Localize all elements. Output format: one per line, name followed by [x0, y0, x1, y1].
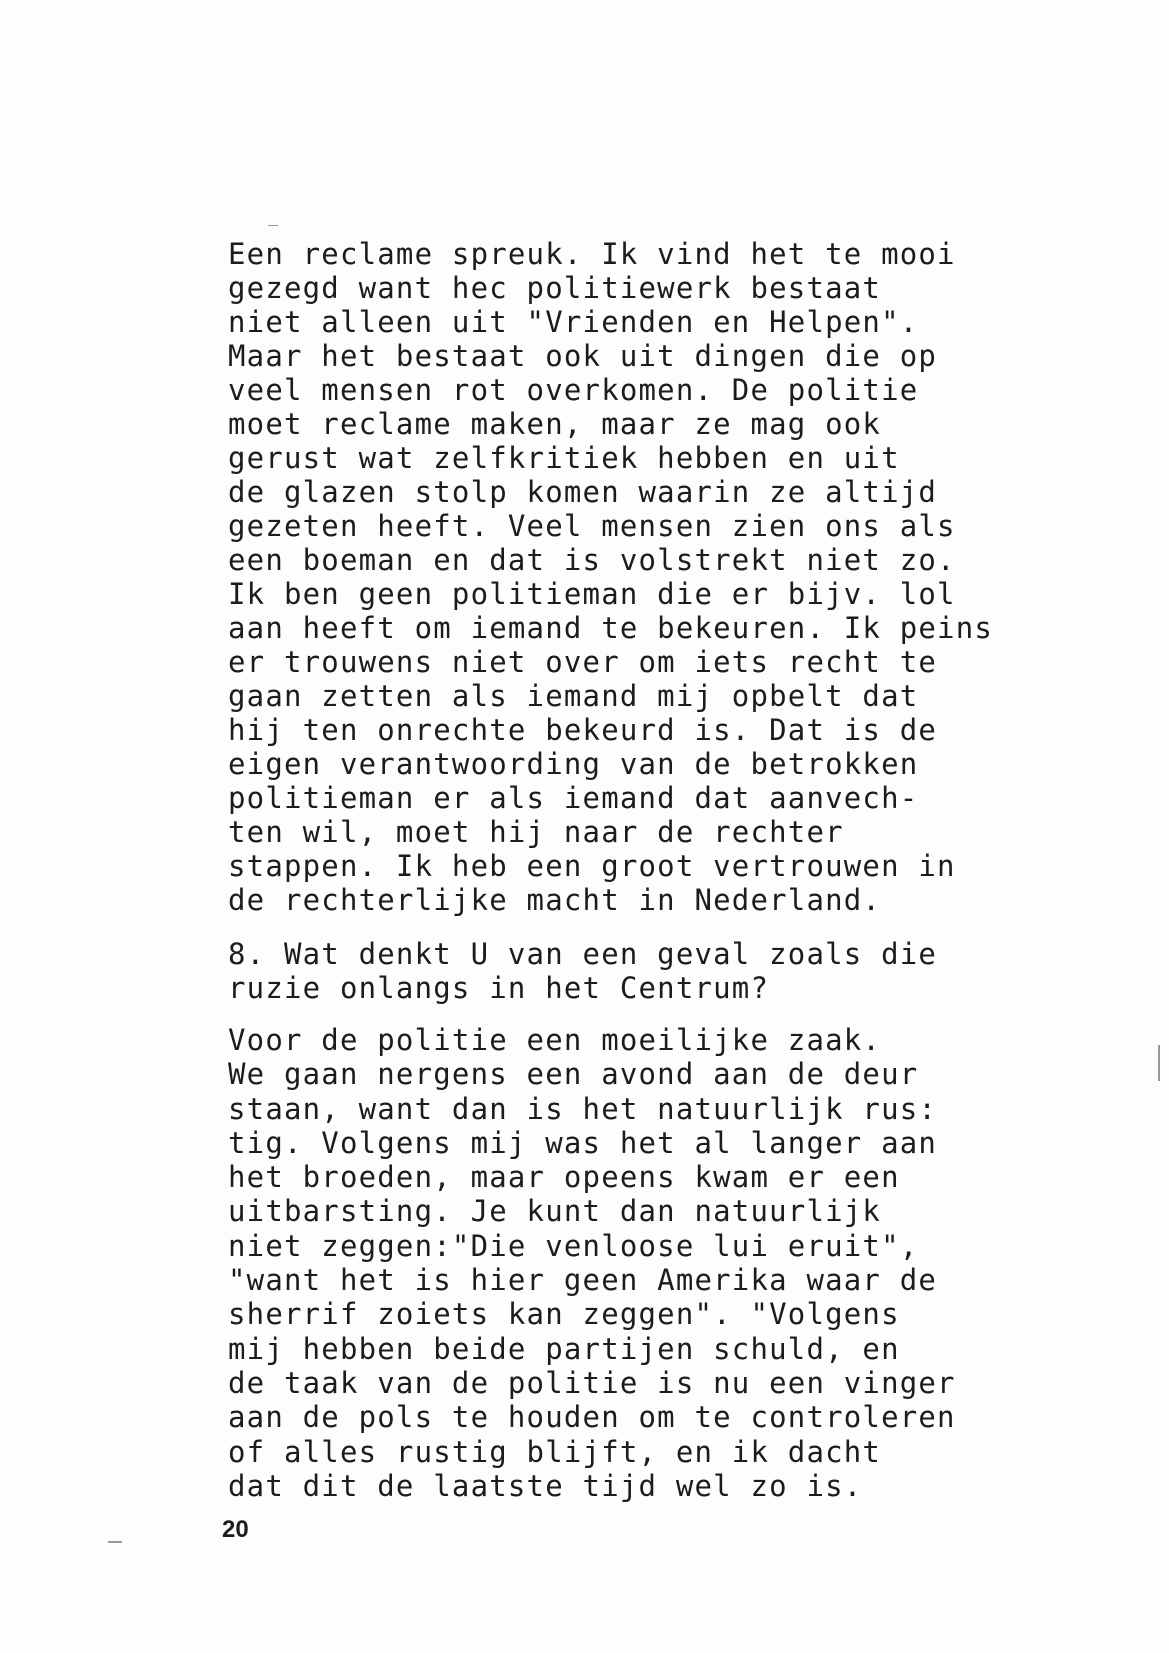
text-line: Ik ben geen politieman die er bijv. lol	[228, 577, 956, 611]
text-line: Maar het bestaat ook uit dingen die op	[228, 339, 938, 373]
page-number: 20	[222, 1516, 249, 1543]
text-line: veel mensen rot overkomen. De politie	[228, 373, 919, 407]
text-line: eigen verantwoording van de betrokken	[228, 747, 919, 781]
paragraph-answer-7	[228, 237, 1108, 917]
text-line: "want het is hier geen Amerika waar de	[228, 1263, 938, 1298]
text-line: tig. Volgens mij was het al langer aan	[228, 1125, 938, 1160]
scan-speck	[268, 225, 278, 226]
text-line: mij hebben beide partijen schuld, en	[228, 1331, 900, 1366]
text-line: de taak van de politie is nu een vinger	[228, 1365, 956, 1400]
text-line: uitbarsting. Je kunt dan natuurlijk	[228, 1194, 882, 1229]
text-line: gaan zetten als iemand mij opbelt dat	[228, 679, 919, 713]
text-line: gerust wat zelfkritiek hebben en uit	[228, 441, 900, 475]
text-line: de glazen stolp komen waarin ze altijd	[228, 475, 938, 509]
text-line: staan, want dan is het natuurlijk rus:	[228, 1091, 938, 1126]
text-line: de rechterlijke macht in Nederland.	[228, 883, 882, 917]
paragraph-answer-8	[228, 1023, 1108, 1503]
text-line: ruzie onlangs in het Centrum?	[228, 971, 770, 1005]
paragraph-question-8	[228, 937, 1108, 1005]
text-line: het broeden, maar opeens kwam er een	[228, 1160, 900, 1195]
text-line: stappen. Ik heb een groot vertrouwen in	[228, 849, 956, 883]
text-line: aan heeft om iemand te bekeuren. Ik peins	[228, 611, 994, 645]
text-line: gezegd want hec politiewerk bestaat	[228, 271, 882, 305]
text-line: niet alleen uit "Vrienden en Helpen".	[228, 305, 919, 339]
text-line: gezeten heeft. Veel mensen zien ons als	[228, 509, 956, 543]
text-line: ten wil, moet hij naar de rechter	[228, 815, 844, 849]
text-line: niet zeggen:"Die venloose lui eruit",	[228, 1228, 919, 1263]
text-line: 8. Wat denkt U van een geval zoals die	[228, 937, 938, 971]
text-line: een boeman en dat is volstrekt niet zo.	[228, 543, 956, 577]
text-line: sherrif zoiets kan zeggen". "Volgens	[228, 1297, 900, 1332]
text-line: politieman er als iemand dat aanvech-	[228, 781, 919, 815]
text-line: aan de pols te houden om te controleren	[228, 1400, 956, 1435]
text-line: Voor de politie een moeilijke zaak.	[228, 1023, 882, 1057]
text-line: We gaan nergens een avond aan de deur	[228, 1057, 919, 1092]
scan-speck	[1158, 1045, 1160, 1081]
text-line: dat dit de laatste tijd wel zo is.	[228, 1468, 863, 1503]
text-line: Een reclame spreuk. Ik vind het te mooi	[228, 237, 956, 271]
text-line: moet reclame maken, maar ze mag ook	[228, 407, 882, 441]
scan-speck	[108, 1541, 122, 1543]
text-line: er trouwens niet over om iets recht te	[228, 645, 938, 679]
text-line: hij ten onrechte bekeurd is. Dat is de	[228, 713, 938, 747]
text-line: of alles rustig blijft, en ik dacht	[228, 1434, 882, 1469]
